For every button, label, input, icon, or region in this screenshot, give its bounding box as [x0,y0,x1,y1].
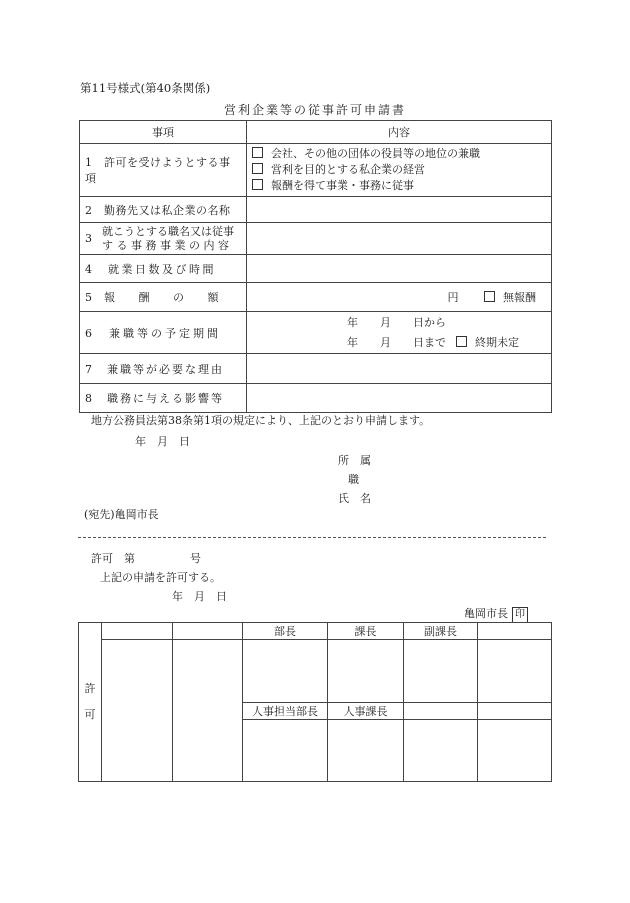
stamp-cell[interactable] [478,640,552,703]
checkbox-icon[interactable] [484,291,495,302]
indefinite-label: 終期未定 [475,335,519,349]
stamp-cell[interactable] [243,720,328,782]
affiliation-label: 所 属 [338,454,371,467]
seal-icon: 印 [512,607,528,623]
jinji-kacho-header: 人事課長 [328,703,404,720]
checkbox-icon[interactable] [252,147,263,158]
row5-input[interactable] [247,283,552,312]
application-date: 年 月 日 [135,435,190,448]
row4-input[interactable] [247,255,552,283]
mayor-label: 亀岡市長 [464,607,508,620]
row2-input[interactable] [247,197,552,223]
header-content: 内容 [247,121,552,144]
bucho-header: 部長 [243,623,328,640]
approval-header-blank [478,623,552,640]
row1-options [247,144,552,197]
mayor-signature [464,605,528,623]
option-2[interactable] [252,162,546,178]
period-to-line [347,333,546,353]
stamp-cell[interactable] [173,640,243,782]
option-1-label: 会社、その他の団体の役員等の地位の兼職 [271,147,480,160]
stamp-cell[interactable] [404,720,478,782]
period-from: 年 月 日から [347,315,446,329]
row8-label: 8 職務に与える影響等 [80,384,247,413]
option-3[interactable] [252,178,546,194]
row5-label: 5 報 酬 の 額 [80,283,247,312]
period-to: 年 月 日まで [347,335,446,349]
table-row [80,255,552,283]
row7-input[interactable] [247,354,552,384]
table-row [80,144,552,197]
side-label-2: 可 [84,708,96,721]
row3-input[interactable] [247,223,552,255]
approval-table [78,622,552,782]
stamp-cell[interactable] [328,640,404,703]
stamp-cell[interactable] [102,640,173,782]
yen-unit: 円 [447,291,459,304]
stamp-cell[interactable] [328,720,404,782]
permit-number: 許可 第 号 [91,552,201,565]
side-label-1: 許 [84,682,96,695]
row6-input[interactable] [247,312,552,354]
addressee: (宛先)亀岡市長 [84,508,159,521]
table-row [80,197,552,223]
declaration-text: 地方公務員法第38条第1項の規定により、上記のとおり申請します。 [91,414,431,427]
checkbox-icon[interactable] [252,163,263,174]
row4-label: 4 就業日数及び時間 [80,255,247,283]
stamp-cell[interactable] [404,640,478,703]
approval-header-blank [404,703,478,720]
name-label: 氏 名 [338,492,371,505]
permit-date: 年 月 日 [172,590,227,603]
stamp-cell[interactable] [243,640,328,703]
position-label: 職 [348,473,359,486]
unpaid-label: 無報酬 [503,291,536,304]
form-title: 営利企業等の従事許可申請書 [223,103,406,117]
fuku-kacho-header: 副課長 [404,623,478,640]
approval-header-blank [173,623,243,640]
header-item: 事項 [80,121,247,144]
stamp-cell[interactable] [478,720,552,782]
table-header-row [80,121,552,144]
permit-text: 上記の申請を許可する。 [100,571,221,584]
table-row [80,312,552,354]
jinji-bucho-header: 人事担当部長 [243,703,328,720]
approval-header-blank [102,623,173,640]
option-3-label: 報酬を得て事業・事務に従事 [271,179,414,192]
row7-label: 7 兼職等が必要な理由 [80,354,247,384]
row1-label: 1 許可を受けようとする事項 [80,144,247,197]
approval-header-row [79,623,552,640]
row3-label-line1: 就こうとする職名又は従事 [102,224,234,238]
option-2-label: 営利を目的とする私企業の経営 [271,163,425,176]
row3-label [80,223,247,255]
row6-label: 6 兼職等の予定期間 [80,312,247,354]
form-number: 第11号様式(第40条関係) [80,81,211,95]
table-row [80,223,552,255]
table-row [80,354,552,384]
table-row [80,283,552,312]
row2-label: 2 勤務先又は私企業の名称 [80,197,247,223]
row3-label-line2: する事務事業の内容 [102,238,233,252]
row3-number: 3 [85,232,92,245]
cut-line [78,537,546,538]
kacho-header: 課長 [328,623,404,640]
approval-header-blank [478,703,552,720]
application-table [79,120,552,413]
row8-input[interactable] [247,384,552,413]
checkbox-icon[interactable] [252,179,263,190]
table-row [80,384,552,413]
checkbox-icon[interactable] [456,336,467,347]
permit-side-label [79,623,102,782]
approval-stamp-row [79,640,552,703]
option-1[interactable] [252,146,546,162]
